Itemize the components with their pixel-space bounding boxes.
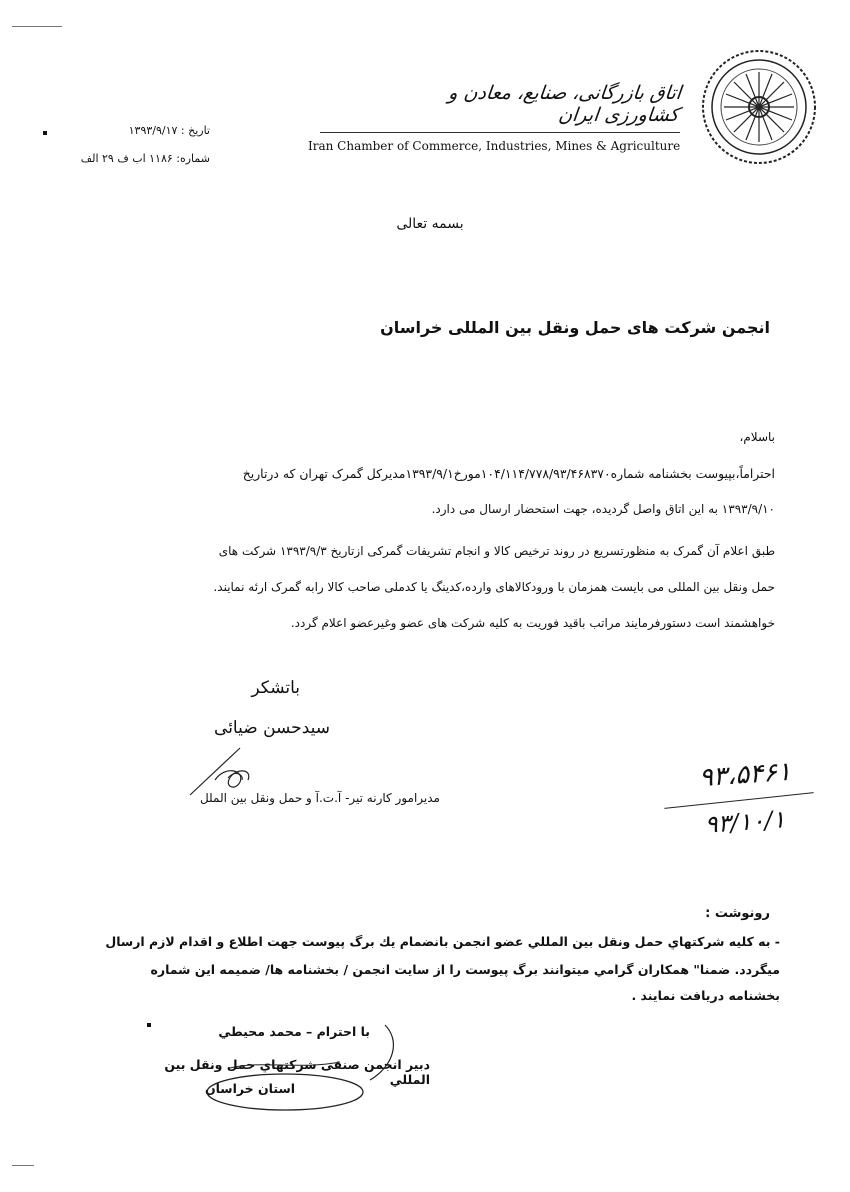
body-paragraph-2-line-2: حمل ونقل بین المللی می بایست همزمان با ورودکالاهای وارده،کدینگ یا کدملی صاحب کالا رابه گمرک ارئه نمایند. — [213, 580, 775, 594]
letter-date: تاریخ : ۱۳۹۳/۹/۱۷ — [128, 124, 210, 137]
sender-title-line-2: استان خراسان — [204, 1081, 296, 1096]
copy-note-heading: رونوشت : — [705, 906, 770, 921]
scan-edge-mark-bottom — [12, 1165, 34, 1166]
signer-name: سیدحسن ضیائی — [214, 718, 330, 738]
bismillah-heading: بسمه تعالی — [396, 216, 464, 232]
handwritten-registration-date: ۹۳/۱۰/۱ — [703, 805, 787, 839]
body-paragraph-3: خواهشمند است دستورفرمایند مراتب باقید فوریت به کلیه شرکت های عضو وغیرعضو اعلام گردد. — [290, 616, 775, 630]
org-name-underline — [320, 132, 680, 133]
closing-thanks: باتشکر — [251, 678, 300, 698]
copy-note-line-1: - به کلیه شرکتهاي حمل ونقل بین المللي عضو انجمن بانضمام یك برگ پیوست جهت اطلاع و اقدام لازم ارسال — [105, 934, 780, 949]
sender-signature — [190, 1020, 410, 1120]
signer-title: مدیرامور کارنه تیر- آ.ت.آ و حمل ونقل بین الملل — [199, 791, 440, 805]
letter-number: شماره: ۱۱۸۶ اب ف ۲۹ الف — [80, 152, 210, 165]
org-name-persian: اتاق بازرگانی، صنایع، معادن و کشاورزی ایران — [447, 82, 683, 126]
body-paragraph-2-line-1: طبق اعلام آن گمرک به منظورتسریع در روند ترخیص کالا و انجام تشریفات گمرکی ازتاریخ ۱۳۹۳/۹/۳ شرکت های — [218, 544, 775, 558]
body-paragraph-1-line-2: ۱۳۹۳/۹/۱۰ به این اتاق واصل گردیده، جهت استحضار ارسال می دارد. — [431, 502, 775, 516]
stamp-bullet — [147, 1023, 151, 1027]
sender-title-line-1: دبیر انجمن صنفی شرکتهاي حمل ونقل بین المللي — [164, 1057, 430, 1087]
chamber-emblem-logo — [694, 42, 824, 172]
copy-note-line-2: میگردد. ضمنا" همکاران گرامي میتوانند برگ پیوست را از سایت انجمن / بخشنامه ها/ ضمیمه این شماره — [150, 962, 780, 977]
handwritten-registration-number: ۹۳،۵۴۶۱ — [697, 756, 793, 794]
org-name-english: Iran Chamber of Commerce, Industries, Mines & Agriculture — [308, 139, 681, 153]
copy-note-line-3: بخشنامه دریافت نمایند . — [631, 988, 780, 1003]
date-bullet — [43, 131, 47, 135]
regards-and-name: با احترام – محمد محیطي — [218, 1024, 370, 1039]
greeting: باسلام، — [739, 430, 775, 444]
recipient-line: انجمن شرکت های حمل ونقل بین المللی خراسان — [380, 318, 770, 337]
letter-body — [70, 430, 775, 660]
copy-note-body — [80, 934, 780, 1014]
scan-edge-mark-top — [12, 26, 62, 27]
body-paragraph-1-line-1: احتراماً،بپیوست بخشنامه شماره۱۰۴/۱۱۴/۷۷۸/۹۳/۴۶۸۳۷۰مورخ۱۳۹۳/۹/۱مدیرکل گمرک تهران که درتاریخ — [242, 466, 775, 481]
